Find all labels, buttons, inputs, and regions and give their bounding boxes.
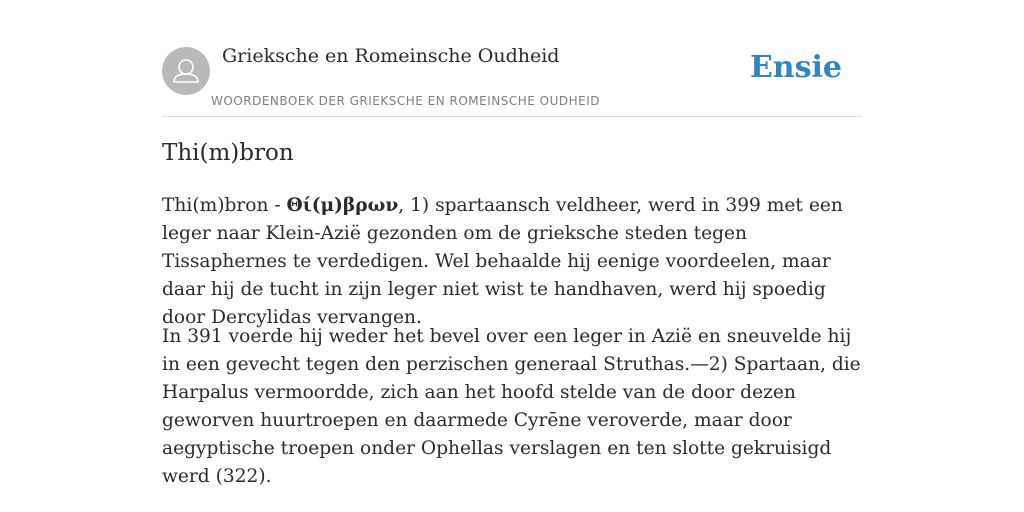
page-container xyxy=(162,0,862,487)
book-title[interactable]: Grieksche en Romeinsche Oudheid xyxy=(222,45,560,67)
ensie-logo-link[interactable]: Ensie xyxy=(749,50,842,85)
entry-paragraph-1 xyxy=(162,192,862,332)
person-outline-icon xyxy=(162,47,210,95)
page-header xyxy=(162,0,862,117)
entry-title: Thi(m)bron xyxy=(162,140,294,166)
entry-lead: Thi(m)bron - xyxy=(162,195,287,216)
greek-term: Θί(μ)βρων xyxy=(286,195,399,216)
entry-paragraph-2: In 391 voerde hij weder het bevel over een leger in Azië en sneuvelde hij in een gevecht tegen den perzischen generaal Struthas.—2) Spartaan, die Harpalus vermoordde, zich aan het hoofd stelde van de door dezen geworven huurtroepen en daarmede Cyrēne veroverde, maar door aegyptische troepen onder Ophellas verslagen en ten slotte gekruisigd werd (322). xyxy=(162,326,861,487)
book-subtitle: WOORDENBOEK DER GRIEKSCHE EN ROMEINSCHE OUDHEID xyxy=(211,94,601,108)
user-avatar-icon[interactable] xyxy=(162,47,210,95)
entry-paragraph-1-text: , 1) spartaansch veldheer, werd in 399 met een leger naar Klein-Azië gezonden om de grieksche steden tegen Tissaphernes te verdedigen. Wel behaalde hij eenige voordeelen, maar daar hij de tucht in zijn leger niet wist te handhaven, werd hij spoedig door Dercylidas vervangen. xyxy=(162,195,843,328)
